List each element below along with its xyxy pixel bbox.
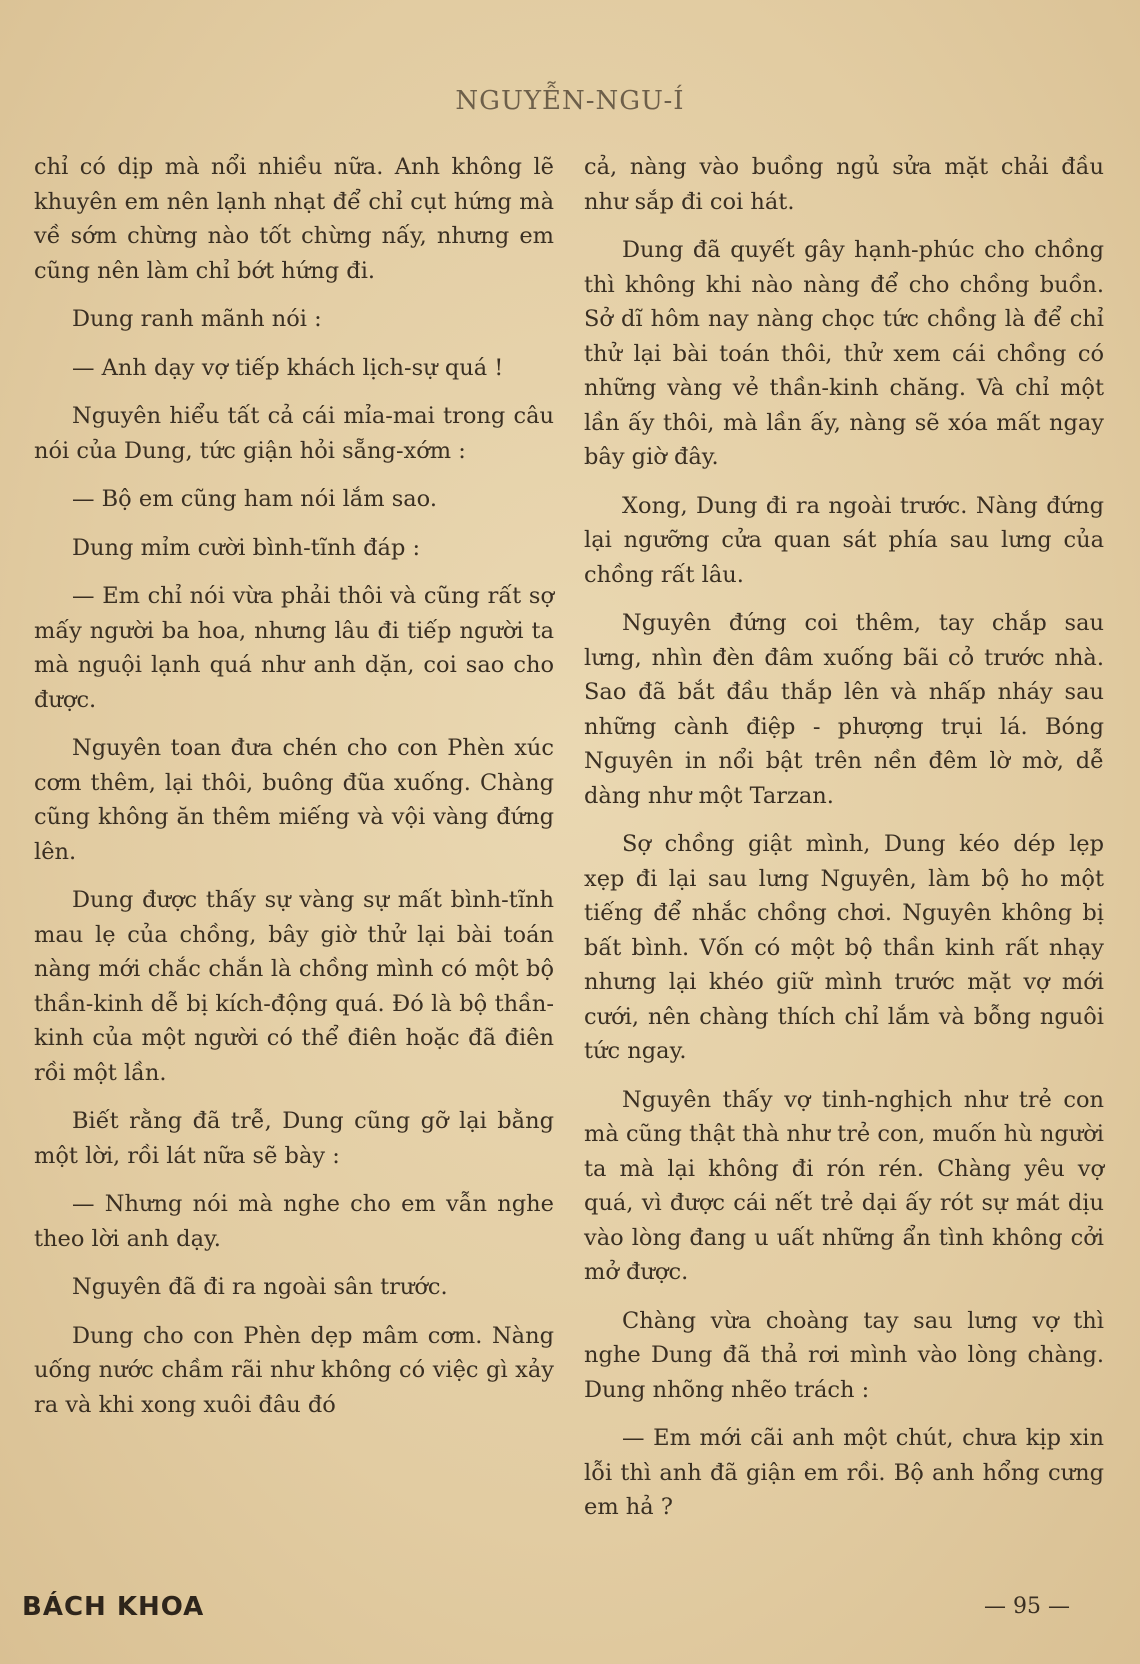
paragraph: — Nhưng nói mà nghe cho em vẫn nghe theo lời anh dạy. <box>34 1191 554 1252</box>
paragraph: Xong, Dung đi ra ngoài trước. Nàng đứng lại ngưỡng cửa quan sát phía sau lưng của chồng rất lâu. <box>584 492 1104 588</box>
paragraph: cả, nàng vào buồng ngủ sửa mặt chải đầu như sắp đi coi hát. <box>584 154 1104 215</box>
paragraph: Nguyên toan đưa chén cho con Phèn xúc cơm thêm, lại thôi, buông đũa xuống. Chàng cũng không ăn thêm miếng và vội vàng đứng lên. <box>34 735 554 865</box>
paragraph: Nguyên hiểu tất cả cái mỉa-mai trong câu nói của Dung, tức giận hỏi sẵng-xớm : <box>34 403 554 464</box>
page-number: — 95 — <box>984 1594 1070 1619</box>
paragraph: Nguyên đứng coi thêm, tay chắp sau lưng, nhìn đèn đâm xuống bãi cỏ trước nhà. Sao đã bắt đầu thắp lên và nhấp nháy sau những cành điệp - phượng trụi lá. Bóng Nguyên in nổi bật trên nền đêm lờ mờ, dễ dàng như một Tarzan. <box>584 610 1104 809</box>
paragraph: chỉ có dịp mà nổi nhiều nữa. Anh không lẽ khuyên em nên lạnh nhạt để chỉ cụt hứng mà về sớm chừng nào tốt chừng nấy, nhưng em cũng nên làm chỉ bớt hứng đi. <box>34 154 554 284</box>
paragraph: — Em mới cãi anh một chút, chưa kịp xin lỗi thì anh đã giận em rồi. Bộ anh hổng cưng em hả ? <box>584 1425 1104 1520</box>
magazine-name: BÁCH KHOA <box>22 1592 205 1622</box>
paragraph: Dung cho con Phèn dẹp mâm cơm. Nàng uống nước chầm rãi như không có việc gì xảy ra và khi xong xuôi đâu đó <box>34 1322 554 1418</box>
paragraph: Dung được thấy sự vàng sự mất bình-tĩnh mau lẹ của chồng, bây giờ thử lại bài toán nàng mới chắc chắn là chồng mình có một bộ thần-kinh dễ bị kích-động quá. Đó là bộ thần-kinh của một người có thể điên hoặc đã điên rồi một lần. <box>34 887 554 1086</box>
paragraph: Chàng vừa choàng tay sau lưng vợ thì nghe Dung đã thả rơi mình vào lòng chàng. Dung nhõng nhẽo trách : <box>584 1307 1104 1403</box>
left-column <box>34 150 554 1436</box>
paragraph: — Em chỉ nói vừa phải thôi và cũng rất sợ mấy người ba hoa, nhưng lâu đi tiếp người ta mà nguội lạnh quá như anh dặn, coi sao cho được. <box>34 583 554 713</box>
paragraph: Dung ranh mãnh nói : <box>72 306 322 332</box>
paragraph: — Bộ em cũng ham nói lắm sao. <box>72 486 437 512</box>
running-title: NGUYỄN-NGU-Í <box>455 86 685 116</box>
paragraph: Biết rằng đã trễ, Dung cũng gỡ lại bằng một lời, rồi lát nữa sẽ bày : <box>34 1108 554 1169</box>
paragraph: — Anh dạy vợ tiếp khách lịch-sự quá ! <box>72 354 504 381</box>
paragraph: Nguyên thấy vợ tinh-nghịch như trẻ con mà cũng thật thà như trẻ con, muốn hù người ta mà lại không đi rón rén. Chàng yêu vợ quá, vì được cái nết trẻ dại ấy rót sự mát dịu vào lòng đang u uất những ẩn tình không cởi mở được. <box>584 1086 1104 1285</box>
paragraph: Nguyên đã đi ra ngoài sân trước. <box>72 1274 448 1300</box>
paragraph: Sợ chồng giật mình, Dung kéo dép lẹp xẹp đi lại sau lưng Nguyên, làm bộ ho một tiếng để nhắc chồng chơi. Nguyên không bị bất bình. Vốn có một bộ thần kinh rất nhạy nhưng lại khéo giữ mình trước mặt vợ mới cưới, nên chàng thích chỉ lắm và bỗng nguôi tức ngay. <box>584 831 1104 1064</box>
paragraph: Dung mỉm cười bình-tĩnh đáp : <box>72 534 421 561</box>
right-column <box>584 150 1104 1539</box>
paragraph: Dung đã quyết gây hạnh-phúc cho chồng thì không khi nào nàng để cho chồng buồn. Sở dĩ hôm nay nàng chọc tức chồng là để chỉ thử lại bài toán thôi, thử xem cái chồng có những vàng vẻ thần-kinh chăng. Và chỉ một lần ấy thôi, mà lần ấy, nàng sẽ xóa mất ngay bây giờ đây. <box>584 237 1104 470</box>
